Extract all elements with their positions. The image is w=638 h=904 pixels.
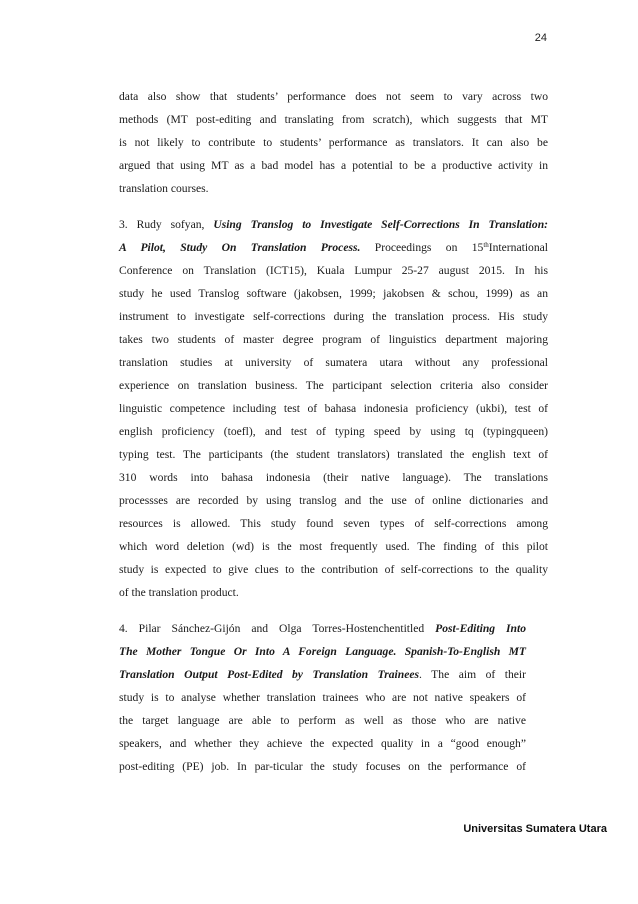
text-line: instrument to investigate self-corrections during the translation process. His study <box>119 310 548 323</box>
item-title: The Mother Tongue Or Into A Foreign Language. Spanish-To-English MT <box>119 645 526 658</box>
text-line <box>119 622 526 636</box>
text-line <box>119 218 548 232</box>
text-line: study is expected to give clues to the contribution of self-corrections to the quality <box>119 563 548 576</box>
text-line: takes two students of master degree program of linguistics department majoring <box>119 333 548 346</box>
text-line: study is to analyse whether translation trainees who are not native speakers of <box>119 691 526 704</box>
item-title: Post-Editing Into <box>435 622 526 635</box>
text-line: Conference on Translation (ICT15), Kuala Lumpur 25-27 august 2015. In his <box>119 264 548 277</box>
text-line: which word deletion (wd) is the most frequently used. The finding of this pilot <box>119 540 548 553</box>
text-line: is not likely to contribute to students’ performance as translators. It can also be <box>119 136 548 149</box>
footer-university: Universitas Sumatera Utara <box>463 823 607 835</box>
text-line: of the translation product. <box>119 586 239 599</box>
text-line: translation courses. <box>119 182 209 195</box>
item-title: A Pilot, Study On Translation Process. <box>119 241 361 254</box>
text-line <box>119 241 548 255</box>
text-line: post-editing (PE) job. In par-ticular the study focuses on the performance of <box>119 760 526 773</box>
text-line: argued that using MT as a bad model has a potential to be a productive activity in <box>119 159 548 172</box>
text-line: processses are recorded by using translog and the use of online dictionaries and <box>119 494 548 507</box>
text-line <box>119 645 526 659</box>
text-line: the target language are able to perform as well as those who are native <box>119 714 526 727</box>
text-line: english proficiency (toefl), and test of typing speed by using tq (typingqueen) <box>119 425 548 438</box>
page-number: 24 <box>534 32 547 44</box>
item-text: Proceedings on 15 <box>360 241 484 254</box>
superscript: th <box>483 241 489 249</box>
text-line: translation studies at university of sumatera utara without any professional <box>119 356 548 369</box>
item-title: Using Translog to Investigate Self-Corrections In Translation: <box>213 218 549 231</box>
item-text: International <box>488 241 548 254</box>
text-line: typing test. The participants (the student translators) translated the english text of <box>119 448 548 461</box>
item-title: Translation Output Post-Edited by Translation Trainees <box>119 668 419 681</box>
text-line: study he used Translog software (jakobsen, 1999; jakobsen & schou, 1999) as an <box>119 287 548 300</box>
text-line: methods (MT post-editing and translating from scratch), which suggests that MT <box>119 113 548 126</box>
text-line: 310 words into bahasa indonesia (their native language). The translations <box>119 471 548 484</box>
text-line: experience on translation business. The participant selection criteria also consider <box>119 379 548 392</box>
text-line: speakers, and whether they achieve the expected quality in a “good enough” <box>119 737 526 750</box>
text-line: linguistic competence including test of bahasa indonesia proficiency (ukbi), test of <box>119 402 548 415</box>
text-line <box>119 668 526 682</box>
text-line: resources is allowed. This study found seven types of self-corrections among <box>119 517 548 530</box>
item-prefix: 4. Pilar Sánchez-Gijón and Olga Torres-Hostenchentitled <box>119 622 436 635</box>
text-line: data also show that students’ performance does not seem to vary across two <box>119 90 548 103</box>
item-text: . The aim of their <box>419 668 526 681</box>
item-prefix: 3. Rudy sofyan, <box>119 218 214 231</box>
